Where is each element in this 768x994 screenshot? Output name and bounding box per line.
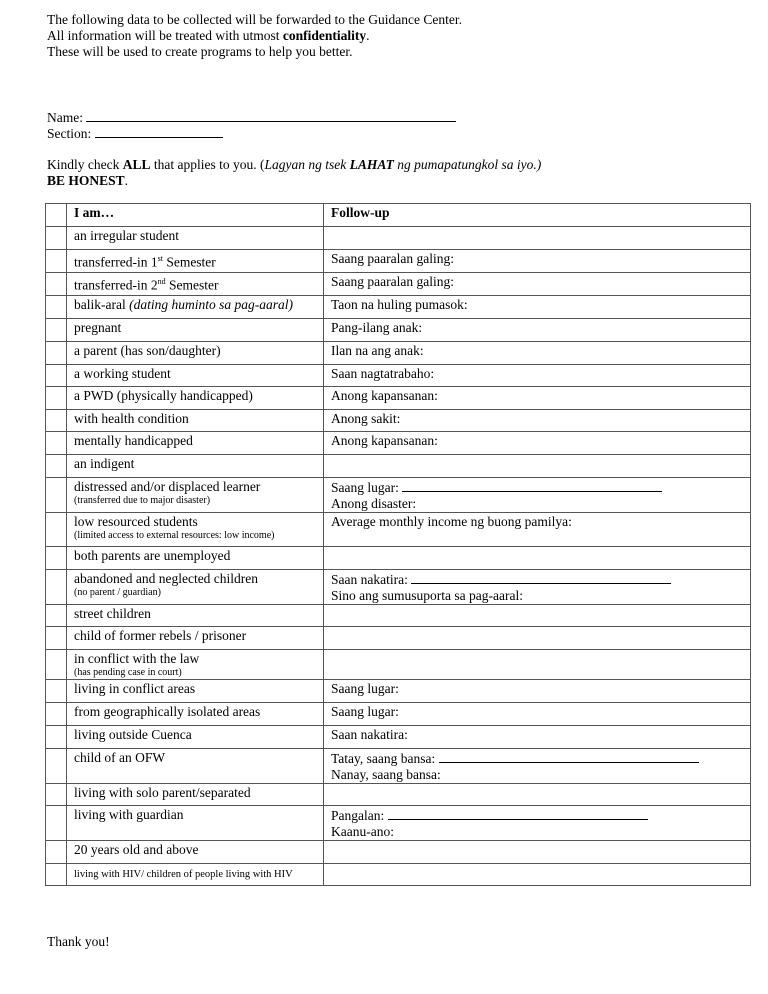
follow-up-label: Saang lugar: [331,681,399,696]
table-row [46,410,751,432]
item-cell [67,432,324,455]
instr-lahat: LAHAT [349,157,394,172]
table-row [46,513,751,547]
item-cell [67,864,324,886]
follow-up-line [331,479,743,496]
follow-up-label: Saang paaralan galing: [331,251,454,266]
item-cell [67,478,324,513]
follow-up-line [331,274,743,290]
header-follow-up-text: Follow-up [331,205,390,220]
item-cell [67,365,324,387]
checkbox-cell[interactable] [46,296,67,319]
table-row [46,342,751,365]
checkbox-cell[interactable] [46,806,67,841]
follow-up-cell [324,547,751,570]
checkbox-cell[interactable] [46,432,67,455]
follow-up-cell [324,455,751,478]
item-label: a parent (has son/daughter) [74,343,221,358]
follow-up-line [331,807,743,824]
follow-up-label: Pangalan: [331,808,385,823]
table-row [46,726,751,749]
checkbox-cell[interactable] [46,841,67,864]
item-label: both parents are unemployed [74,548,231,563]
table-row [46,365,751,387]
follow-up-label: Tatay, saang bansa: [331,751,436,766]
instr-all: ALL [122,157,151,172]
follow-up-cell[interactable] [324,387,751,410]
table-row [46,841,751,864]
follow-up-cell [324,784,751,806]
item-label: a PWD (physically handicapped) [74,388,253,403]
item-label: transferred-in 1 [74,254,158,270]
checkbox-cell[interactable] [46,726,67,749]
table-row [46,387,751,410]
follow-up-cell[interactable] [324,319,751,342]
follow-up-label: Pang-ilang anak: [331,320,423,335]
name-label: Name: [47,110,83,125]
follow-up-cell [324,650,751,680]
checkbox-cell[interactable] [46,410,67,432]
item-label: a working student [74,366,171,381]
checkbox-cell[interactable] [46,387,67,410]
follow-up-line [331,251,743,267]
checkbox-cell[interactable] [46,570,67,605]
item-label: from geographically isolated areas [74,704,261,719]
follow-up-cell [324,605,751,627]
follow-up-line [331,297,743,313]
item-cell [67,627,324,650]
follow-up-line [331,514,743,530]
item-cell [67,650,324,680]
follow-up-blank[interactable] [411,571,671,584]
item-label: an irregular student [74,228,179,243]
follow-up-cell[interactable] [324,478,751,513]
table-row [46,273,751,296]
table-row [46,227,751,250]
item-cell [67,605,324,627]
table-row [46,455,751,478]
follow-up-label: Saan nakatira: [331,572,408,587]
follow-up-line [331,704,743,720]
table-row [46,749,751,784]
table-row [46,784,751,806]
item-subnote: (transferred due to major disaster) [74,495,211,506]
follow-up-blank[interactable] [402,479,662,492]
follow-up-label-2: Nanay, saang bansa: [331,767,441,782]
item-cell [67,680,324,703]
item-cell [67,570,324,605]
table-row [46,478,751,513]
item-label-suffix: Semester [162,254,216,270]
follow-up-line [331,433,743,449]
follow-up-label: Anong kapansanan: [331,433,438,448]
follow-up-line [331,388,743,404]
follow-up-label: Taon na huling pumasok: [331,297,468,312]
item-label: abandoned and neglected children [74,571,259,586]
be-honest-text: BE HONEST [47,173,125,188]
intro-line-3: These will be used to create programs to help you better. [47,44,353,59]
item-cell [67,227,324,250]
item-cell [67,841,324,864]
follow-up-cell[interactable] [324,342,751,365]
confidentiality-emphasis: confidentiality [282,28,367,43]
checkbox-header-cell [46,204,67,227]
checkbox-cell[interactable] [46,703,67,726]
item-label: living outside Cuenca [74,727,192,742]
item-label: an indigent [74,456,135,471]
table-row [46,605,751,627]
follow-up-line [331,320,743,336]
checkbox-cell[interactable] [46,365,67,387]
follow-up-cell[interactable] [324,570,751,605]
item-label: balik-aral [74,297,130,312]
item-cell [67,296,324,319]
item-cell [67,513,324,547]
table-row [46,319,751,342]
item-label: distressed and/or displaced learner [74,479,261,494]
follow-up-line [331,750,743,767]
intro-text: All information will be treated with utmost [47,28,283,43]
item-label: living with guardian [74,807,184,822]
follow-up-blank[interactable] [439,750,699,763]
table-row [46,250,751,273]
table-row [46,864,751,886]
follow-up-label: Saang lugar: [331,704,399,719]
follow-up-line [331,727,743,743]
item-cell [67,273,324,296]
follow-up-line [331,366,743,382]
table-row [46,296,751,319]
item-label: living with solo parent/separated [74,785,251,800]
item-label: 20 years old and above [74,842,199,857]
item-subnote: (limited access to external resources: low income) [74,530,275,541]
checkbox-cell[interactable] [46,749,67,784]
table-row [46,570,751,605]
table-row [46,703,751,726]
instr-tagalog: Lagyan ng tsek [264,157,350,172]
intro-line-2 [47,28,369,44]
follow-up-cell [324,841,751,864]
follow-up-cell[interactable] [324,749,751,784]
table-row [46,680,751,703]
checkbox-cell[interactable] [46,513,67,547]
item-cell [67,703,324,726]
follow-up-line [331,681,743,697]
item-subnote: (no parent / guardian) [74,587,161,598]
table-row [46,627,751,650]
item-cell [67,784,324,806]
item-label-suffix: Semester [165,277,219,293]
checkbox-cell[interactable] [46,627,67,650]
table-row [46,650,751,680]
follow-up-label: Anong kapansanan: [331,388,438,403]
item-label: living in conflict areas [74,681,196,696]
checkbox-cell[interactable] [46,342,67,365]
follow-up-cell[interactable] [324,365,751,387]
follow-up-cell[interactable] [324,680,751,703]
follow-up-cell[interactable] [324,432,751,455]
checkbox-cell[interactable] [46,864,67,886]
follow-up-label-2: Sino ang sumusuporta sa pag-aaral: [331,588,523,603]
checkbox-cell[interactable] [46,455,67,478]
follow-up-label: Average monthly income ng buong pamilya: [331,514,572,529]
instructions [47,157,541,173]
checkbox-cell[interactable] [46,319,67,342]
follow-up-cell [324,627,751,650]
name-blank[interactable] [86,109,456,122]
follow-up-cell [324,864,751,886]
item-label: pregnant [74,320,122,335]
follow-up-label: Anong sakit: [331,411,401,426]
table-row [46,547,751,570]
item-subnote: (has pending case in court) [74,667,182,678]
instr-text: Kindly check [47,157,123,172]
item-label: street children [74,606,151,621]
checkbox-cell[interactable] [46,227,67,250]
table-row [46,806,751,841]
checkbox-cell[interactable] [46,250,67,273]
checkbox-cell[interactable] [46,605,67,627]
checklist-table [45,203,751,886]
header-i-am-text: I am… [74,205,115,220]
checkbox-cell[interactable] [46,784,67,806]
item-label: in conflict with the law [74,651,200,666]
item-cell [67,547,324,570]
checkbox-cell[interactable] [46,478,67,513]
item-label: transferred-in 2 [74,277,158,293]
follow-up-cell[interactable] [324,410,751,432]
follow-up-cell[interactable] [324,703,751,726]
closing-text: Thank you! [47,934,110,949]
item-cell [67,455,324,478]
follow-up-label: Saang paaralan galing: [331,274,454,289]
checkbox-cell[interactable] [46,680,67,703]
item-cell [67,749,324,784]
follow-up-label: Saan nagtatrabaho: [331,366,435,381]
section-label: Section: [47,126,92,141]
follow-up-line [331,411,743,427]
item-cell [67,342,324,365]
follow-up-line [331,343,743,359]
follow-up-cell[interactable] [324,250,751,273]
follow-up-label-2: Kaanu-ano: [331,824,394,839]
table-header-row [46,204,751,227]
section-field[interactable] [47,125,223,142]
item-label: with health condition [74,411,189,426]
item-cell [67,250,324,273]
item-cell [67,387,324,410]
item-cell [67,319,324,342]
header-follow-up [324,204,751,227]
item-label: mentally handicapped [74,433,193,448]
follow-up-cell[interactable] [324,806,751,841]
period: . [124,173,129,188]
checkbox-cell[interactable] [46,547,67,570]
follow-up-cell [324,227,751,250]
checkbox-cell[interactable] [46,650,67,680]
follow-up-line [331,571,743,588]
follow-up-label-2: Anong disaster: [331,496,417,511]
section-blank[interactable] [95,125,223,138]
item-label: child of an OFW [74,750,166,765]
name-field[interactable] [47,109,456,126]
be-honest [47,173,128,189]
item-label: living with HIV/ children of people living with HIV [74,869,293,880]
item-cell [67,806,324,841]
item-superscript: st [157,254,163,263]
follow-up-label: Saang lugar: [331,480,399,495]
item-cell [67,726,324,749]
intro-text: . [366,28,370,43]
intro-line-1: The following data to be collected will be forwarded to the Guidance Center. [47,12,462,27]
item-note: (dating huminto sa pag-aaral) [129,297,293,312]
follow-up-cell[interactable] [324,296,751,319]
instr-tagalog: ng pumapatungkol sa iyo.) [393,157,542,172]
follow-up-cell[interactable] [324,513,751,547]
item-cell [67,410,324,432]
follow-up-label: Ilan na ang anak: [331,343,424,358]
follow-up-cell[interactable] [324,726,751,749]
header-i-am [67,204,324,227]
instr-text: that applies to you. ( [150,157,265,172]
follow-up-cell[interactable] [324,273,751,296]
item-label: child of former rebels / prisoner [74,628,247,643]
item-label: low resourced students [74,514,198,529]
item-superscript: nd [157,277,166,286]
table-row [46,432,751,455]
checkbox-cell[interactable] [46,273,67,296]
follow-up-blank[interactable] [388,807,648,820]
follow-up-label: Saan nakatira: [331,727,408,742]
